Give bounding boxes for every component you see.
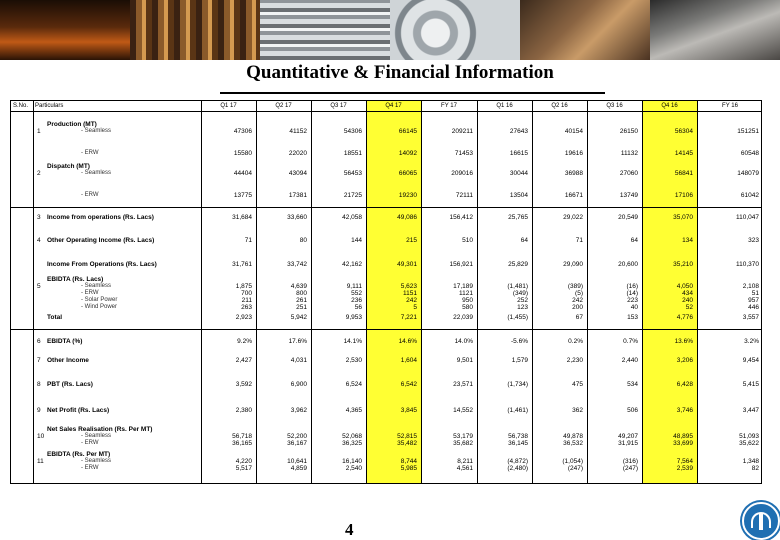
table-cell: 56,738 [508, 433, 528, 440]
column-header: Q4 16 [661, 103, 678, 109]
table-cell: 27060 [619, 170, 638, 177]
table-cell: 14092 [398, 150, 417, 157]
table-cell: 29,090 [563, 261, 583, 268]
row-label: Dispatch (MT) [47, 163, 90, 170]
table-cell: 2,539 [676, 465, 693, 472]
row-serial: 3 [37, 214, 41, 221]
table-cell: 5,985 [400, 465, 417, 472]
table-cell: 4,561 [456, 465, 473, 472]
banner-photo-steel-tubes [260, 0, 390, 60]
table-cell: 27643 [509, 128, 528, 135]
table-cell: 25,829 [508, 261, 528, 268]
table-cell: 52,200 [287, 433, 307, 440]
table-cell: 33,742 [287, 261, 307, 268]
table-cell: 21725 [343, 192, 362, 199]
table-cell: 42,162 [342, 261, 362, 268]
table-cell: 10,641 [287, 458, 307, 465]
row-label: Total [47, 314, 63, 321]
table-cell: 510 [462, 237, 473, 244]
table-cell: 950 [462, 297, 473, 304]
table-cell: 700 [241, 290, 252, 297]
table-cell: 223 [627, 297, 638, 304]
table-cell: 66065 [398, 170, 417, 177]
table-cell: 6,542 [400, 381, 417, 388]
table-cell: 534 [627, 381, 638, 388]
table-cell: 4,050 [676, 283, 693, 290]
table-cell: 22020 [288, 150, 307, 157]
table-cell: 144 [351, 237, 362, 244]
banner-photo-factory [520, 0, 650, 60]
table-cell: 14.0% [454, 338, 473, 345]
table-cell: 4,365 [345, 407, 362, 414]
section-divider [11, 329, 761, 330]
row-label: Other Income [47, 357, 89, 364]
table-cell: 71 [244, 237, 252, 244]
table-cell: 3,557 [742, 314, 759, 321]
table-cell: 17381 [288, 192, 307, 199]
table-cell: 56304 [674, 128, 693, 135]
row-sublabel: - Wind Power [81, 304, 118, 310]
table-cell: 3,962 [290, 407, 307, 414]
row-label: EBIDTA (Rs. Per MT) [47, 451, 111, 458]
table-cell: 110,047 [735, 214, 759, 221]
column-divider [33, 101, 34, 483]
column-header: Q1 16 [496, 103, 513, 109]
table-cell: 47306 [233, 128, 252, 135]
table-cell: 123 [517, 304, 528, 311]
table-cell: 26150 [619, 128, 638, 135]
row-sublabel: - ERW [81, 440, 99, 446]
table-cell: 5,517 [235, 465, 252, 472]
column-header: Particulars [35, 103, 64, 109]
row-label: EBIDTA (%) [47, 338, 83, 345]
table-cell: 56841 [674, 170, 693, 177]
row-serial: 1 [37, 128, 41, 135]
table-cell: 56453 [343, 170, 362, 177]
row-label: PBT (Rs. Lacs) [47, 381, 93, 388]
table-cell: 3,206 [676, 357, 693, 364]
table-cell: 25,765 [508, 214, 528, 221]
table-cell: 53,179 [453, 433, 473, 440]
row-serial: 7 [37, 357, 41, 364]
table-cell: 44404 [233, 170, 252, 177]
row-sublabel: - Seamless [81, 170, 112, 176]
table-cell: 5,415 [742, 381, 759, 388]
table-cell: 16,140 [342, 458, 362, 465]
table-cell: 13775 [233, 192, 252, 199]
table-cell: 209016 [451, 170, 473, 177]
row-label: Other Operating Income (Rs. Lacs) [47, 237, 155, 244]
table-cell: 56 [354, 304, 362, 311]
financial-table [10, 100, 762, 484]
table-cell: 82 [751, 465, 759, 472]
table-cell: 52 [685, 304, 693, 311]
table-cell: 13749 [619, 192, 638, 199]
banner-photo-hot-steel [0, 0, 130, 60]
table-cell: 252 [517, 297, 528, 304]
table-cell: 2,540 [345, 465, 362, 472]
table-cell: 4,776 [676, 314, 693, 321]
table-cell: 209211 [451, 128, 473, 135]
title-underline [220, 92, 605, 94]
table-cell: 30044 [509, 170, 528, 177]
table-cell: 35,482 [397, 440, 417, 447]
table-cell: 17.6% [288, 338, 307, 345]
table-cell: 7,221 [400, 314, 417, 321]
row-sublabel: - Seamless [81, 283, 112, 289]
table-cell: 72111 [455, 192, 473, 199]
table-cell: 13504 [509, 192, 528, 199]
row-serial: 5 [37, 283, 41, 290]
table-cell: 200 [572, 304, 583, 311]
row-serial: 10 [37, 433, 45, 440]
table-cell: 552 [351, 290, 362, 297]
table-cell: 14145 [674, 150, 693, 157]
table-cell: 506 [627, 407, 638, 414]
table-cell: 0.2% [568, 338, 583, 345]
table-cell: 52,815 [397, 433, 417, 440]
row-serial: 9 [37, 407, 41, 414]
table-cell: 35,210 [673, 261, 693, 268]
table-cell: (5) [575, 290, 583, 297]
table-cell: (1,461) [507, 407, 528, 414]
table-cell: 14.1% [343, 338, 362, 345]
table-cell: 9,953 [345, 314, 362, 321]
table-cell: 236 [351, 297, 362, 304]
table-cell: 2,427 [235, 357, 252, 364]
table-cell: 2,923 [235, 314, 252, 321]
table-cell: 957 [748, 297, 759, 304]
table-cell: 3,746 [676, 407, 693, 414]
table-cell: 3,845 [400, 407, 417, 414]
table-cell: (16) [626, 283, 638, 290]
table-cell: 7,564 [676, 458, 693, 465]
table-cell: (389) [567, 283, 583, 290]
row-sublabel: - Seamless [81, 458, 112, 464]
table-cell: 1,604 [400, 357, 417, 364]
table-cell: 61042 [740, 192, 759, 199]
row-serial: 6 [37, 338, 41, 345]
table-cell: 36,165 [232, 440, 252, 447]
banner-photo-steel-coils [390, 0, 520, 60]
table-cell: 56,718 [232, 433, 252, 440]
banner-photo-pipes [130, 0, 260, 60]
table-cell: 4,031 [290, 357, 307, 364]
table-cell: 323 [748, 237, 759, 244]
table-cell: 4,220 [235, 458, 252, 465]
table-cell: (2,480) [507, 465, 528, 472]
table-cell: 35,682 [453, 440, 473, 447]
table-cell: 41152 [289, 128, 307, 135]
table-cell: 33,699 [673, 440, 693, 447]
table-cell: (316) [622, 458, 638, 465]
table-cell: 22,039 [453, 314, 473, 321]
table-cell: 242 [406, 297, 417, 304]
banner-photo-machinery [650, 0, 780, 60]
table-cell: 13.6% [674, 338, 693, 345]
header-image-banner [0, 0, 780, 60]
row-sublabel: - ERW [81, 150, 99, 156]
table-cell: 6,428 [676, 381, 693, 388]
table-cell: 18551 [343, 150, 362, 157]
table-cell: 8,744 [400, 458, 417, 465]
table-cell: 11132 [620, 150, 638, 157]
table-cell: 362 [572, 407, 583, 414]
table-cell: 1121 [459, 290, 473, 297]
table-cell: 49,301 [397, 261, 417, 268]
table-cell: 475 [572, 381, 583, 388]
row-sublabel: - ERW [81, 290, 99, 296]
table-cell: 1151 [403, 290, 417, 297]
table-cell: 4,639 [290, 283, 307, 290]
page-number: 4 [345, 520, 354, 539]
row-serial: 4 [37, 237, 41, 244]
table-cell: 29,022 [563, 214, 583, 221]
row-sublabel: - Seamless [81, 128, 112, 134]
column-header: Q2 16 [551, 103, 568, 109]
slide-title: Quantitative & Financial Information [246, 62, 554, 83]
table-cell: 14,552 [453, 407, 473, 414]
table-cell: 71 [575, 237, 583, 244]
row-label: Production (MT) [47, 121, 97, 128]
table-cell: 446 [748, 304, 759, 311]
table-cell: (1,734) [507, 381, 528, 388]
table-cell: 263 [241, 304, 252, 311]
header-divider [11, 111, 761, 112]
table-cell: 80 [299, 237, 307, 244]
table-cell: (4,872) [507, 458, 528, 465]
table-cell: 66145 [398, 128, 417, 135]
table-cell: 215 [406, 237, 417, 244]
table-cell: (1,455) [507, 314, 528, 321]
table-cell: 40 [630, 304, 638, 311]
column-header: Q1 17 [220, 103, 237, 109]
table-cell: 52,068 [342, 433, 362, 440]
table-cell: 434 [682, 290, 693, 297]
table-cell: 9,111 [346, 283, 362, 290]
table-cell: 36988 [564, 170, 583, 177]
row-serial: 2 [37, 170, 41, 177]
table-cell: 40154 [564, 128, 583, 135]
table-cell: (349) [512, 290, 528, 297]
column-header: Q2 17 [275, 103, 292, 109]
column-header: Q4 17 [385, 103, 402, 109]
table-cell: 31,761 [232, 261, 252, 268]
table-cell: 35,622 [739, 440, 759, 447]
table-cell: (1,481) [507, 283, 528, 290]
table-cell: 3,447 [742, 407, 759, 414]
row-label: Net Profit (Rs. Lacs) [47, 407, 110, 414]
table-cell: 17,189 [453, 283, 473, 290]
table-cell: 15580 [233, 150, 252, 157]
table-cell: -5.6% [511, 338, 528, 345]
table-cell: 9.2% [237, 338, 252, 345]
column-header: Q3 17 [330, 103, 347, 109]
column-header: Q3 16 [606, 103, 623, 109]
table-cell: 6,524 [345, 381, 362, 388]
column-header: FY 17 [441, 103, 457, 109]
table-cell: 49,878 [563, 433, 583, 440]
table-cell: 0.7% [623, 338, 638, 345]
table-cell: (1,054) [562, 458, 583, 465]
table-cell: 251 [296, 304, 307, 311]
table-cell: 31,684 [232, 214, 252, 221]
table-cell: 2,380 [235, 407, 252, 414]
table-cell: 35,070 [673, 214, 693, 221]
table-cell: 3,592 [235, 381, 252, 388]
table-cell: 20,549 [618, 214, 638, 221]
table-cell: 2,440 [621, 357, 638, 364]
table-cell: 19616 [564, 150, 583, 157]
table-cell: 151251 [737, 128, 759, 135]
table-cell: (247) [567, 465, 583, 472]
table-cell: 2,530 [345, 357, 362, 364]
table-cell: 51 [751, 290, 759, 297]
table-cell: 1,579 [511, 357, 528, 364]
table-cell: 211 [241, 297, 252, 304]
table-cell: 240 [682, 297, 693, 304]
table-cell: 800 [296, 290, 307, 297]
table-cell: 36,167 [287, 440, 307, 447]
table-cell: 8,211 [457, 458, 473, 465]
table-cell: 36,532 [563, 440, 583, 447]
table-cell: 17106 [674, 192, 693, 199]
table-cell: 20,600 [618, 261, 638, 268]
table-cell: 19230 [398, 192, 417, 199]
row-serial: 8 [37, 381, 41, 388]
table-cell: 110,370 [735, 261, 759, 268]
table-cell: 64 [520, 237, 528, 244]
table-cell: 261 [296, 297, 307, 304]
table-cell: 9,501 [456, 357, 473, 364]
table-cell: 153 [627, 314, 638, 321]
row-sublabel: - ERW [81, 192, 99, 198]
table-cell: 33,660 [287, 214, 307, 221]
table-cell: 134 [682, 237, 693, 244]
table-cell: 2,108 [742, 283, 759, 290]
row-sublabel: - ERW [81, 465, 99, 471]
table-cell: 148079 [737, 170, 759, 177]
table-cell: 36,325 [342, 440, 362, 447]
table-cell: 23,571 [453, 381, 473, 388]
table-cell: 9,454 [742, 357, 759, 364]
column-header: FY 16 [722, 103, 738, 109]
table-cell: 5,942 [290, 314, 307, 321]
table-cell: 14.6% [398, 338, 417, 345]
table-cell: 71453 [454, 150, 473, 157]
row-label: Income From Operations (Rs. Lacs) [47, 261, 157, 268]
table-cell: 16615 [509, 150, 528, 157]
row-sublabel: - Solar Power [81, 297, 118, 303]
table-cell: 31,915 [618, 440, 638, 447]
table-cell: 49,207 [618, 433, 638, 440]
table-cell: (247) [622, 465, 638, 472]
table-cell: 580 [462, 304, 473, 311]
table-cell: 242 [572, 297, 583, 304]
table-cell: 36,145 [508, 440, 528, 447]
table-cell: 54306 [343, 128, 362, 135]
table-cell: 43094 [288, 170, 307, 177]
table-cell: 5 [413, 304, 417, 311]
table-cell: 16671 [564, 192, 583, 199]
table-cell: 1,348 [742, 458, 759, 465]
table-cell: 5,623 [400, 283, 417, 290]
table-cell: 2,230 [566, 357, 583, 364]
row-label: EBIDTA (Rs. Lacs) [47, 276, 104, 283]
table-cell: 1,875 [235, 283, 252, 290]
table-cell: 48,895 [673, 433, 693, 440]
table-cell: 64 [630, 237, 638, 244]
column-header: S.No. [13, 103, 29, 109]
table-cell: 42,058 [342, 214, 362, 221]
table-cell: 60548 [740, 150, 759, 157]
row-label: Net Sales Realisation (Rs. Per MT) [47, 426, 153, 433]
row-label: Income from operations (Rs. Lacs) [47, 214, 154, 221]
table-cell: 3.2% [744, 338, 759, 345]
table-cell: 51,093 [739, 433, 759, 440]
section-divider [11, 207, 761, 208]
table-cell: 49,086 [397, 214, 417, 221]
company-logo-icon [742, 502, 780, 540]
table-cell: 156,412 [449, 214, 473, 221]
table-cell: (14) [626, 290, 638, 297]
table-cell: 156,921 [449, 261, 473, 268]
row-serial: 11 [37, 458, 44, 465]
row-sublabel: - Seamless [81, 433, 112, 439]
table-cell: 6,900 [290, 381, 307, 388]
table-cell: 67 [575, 314, 583, 321]
table-cell: 4,859 [290, 465, 307, 472]
